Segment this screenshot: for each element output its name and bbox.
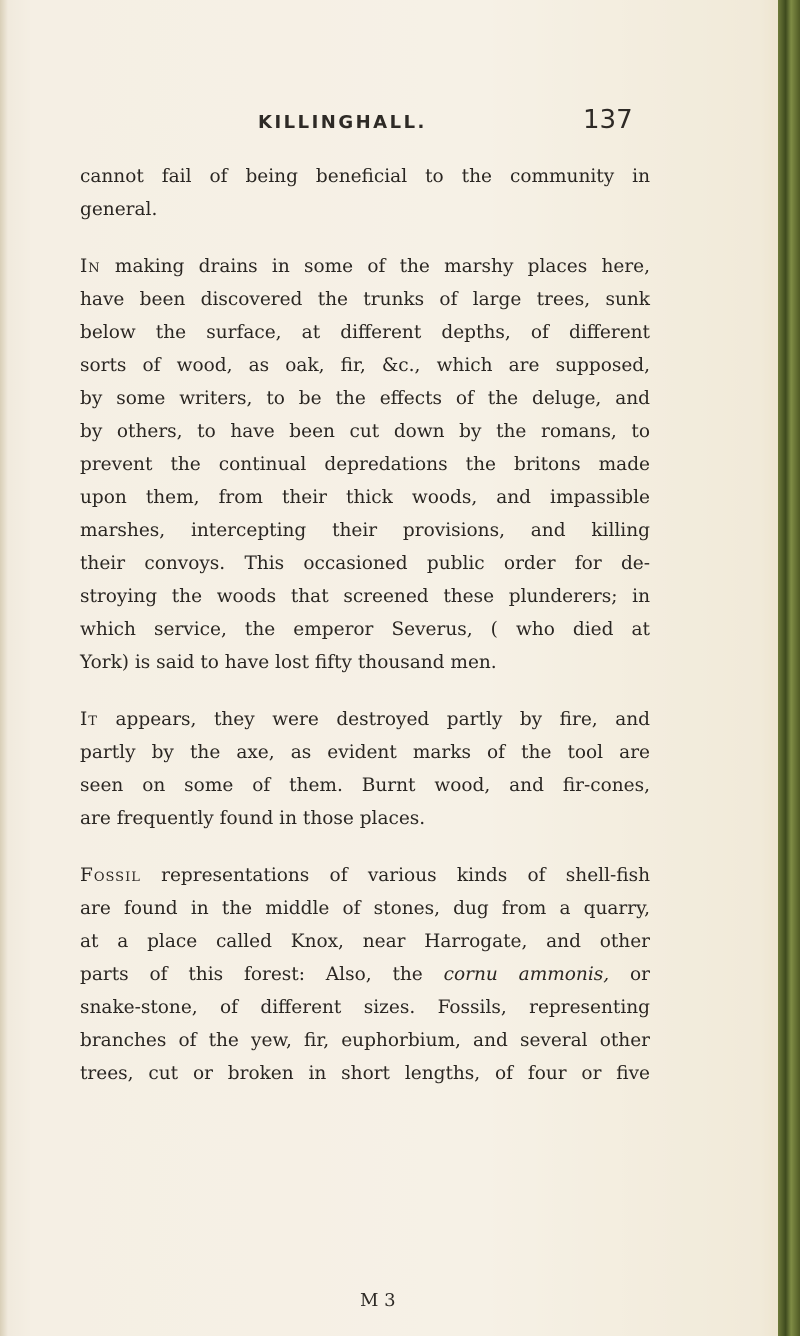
text-line: trees, cut or broken in short lengths, of four or five [80,1063,650,1084]
body-text [80,160,650,1090]
text-line [80,703,650,736]
text-line: have been discovered the trunks of large trees, sunk [80,289,650,310]
signature-mark: M 3 [360,1290,396,1311]
text-fragment: or [609,964,650,985]
text-line: marshes, intercepting their provisions, and killing [80,520,650,541]
paragraph-2 [80,250,650,679]
paragraph-3 [80,703,650,835]
text-line: general. [80,199,158,220]
text-line: branches of the yew, fir, euphorbium, and several other [80,1030,650,1051]
text-line: which service, the emperor Severus, ( who died at [80,619,650,640]
text-line: York) is said to have lost fifty thousand men. [80,652,497,673]
book-cover-edge [778,0,800,1336]
page-number: 137 [583,105,633,135]
italic-term: cornu ammonis, [443,964,610,985]
text-line: below the surface, at different depths, of different [80,322,650,343]
text-line: prevent the continual depredations the britons made [80,454,650,475]
running-head: KILLINGHALL. [258,112,427,133]
text-fragment: parts of this forest: Also, the [80,964,444,985]
text-line: seen on some of them. Burnt wood, and fir-cones, [80,775,650,796]
page-header [0,100,800,140]
paragraph-lead: In [80,256,101,277]
text-fragment: representations of various kinds of shell-fish [140,865,650,886]
text-fragment: making drains in some of the marshy places here, [100,256,650,277]
text-line: upon them, from their thick woods, and impassible [80,487,650,508]
text-line: at a place called Knox, near Harrogate, and other [80,931,650,952]
text-line [80,958,650,991]
text-fragment: appears, they were destroyed partly by fire, and [97,709,650,730]
paragraph-lead: It [80,709,98,730]
text-line: stroying the woods that screened these plunderers; in [80,586,650,607]
text-line [80,250,650,283]
paragraph-4 [80,859,650,1090]
text-line: cannot fail of being beneficial to the community in [80,166,650,187]
text-line: partly by the axe, as evident marks of the tool are [80,742,650,763]
text-line: are frequently found in those places. [80,808,426,829]
text-line: are found in the middle of stones, dug from a quarry, [80,898,650,919]
text-line: by others, to have been cut down by the romans, to [80,421,650,442]
text-line: by some writers, to be the effects of the deluge, and [80,388,650,409]
page-edge-shadow [0,0,8,1336]
text-line: their convoys. This occasioned public order for de- [80,553,650,574]
text-line: sorts of wood, as oak, fir, &c., which are supposed, [80,355,650,376]
text-line [80,859,650,892]
paragraph-1 [80,160,650,226]
text-line: snake-stone, of different sizes. Fossils, representing [80,997,650,1018]
paragraph-lead: Fossil [80,865,141,886]
